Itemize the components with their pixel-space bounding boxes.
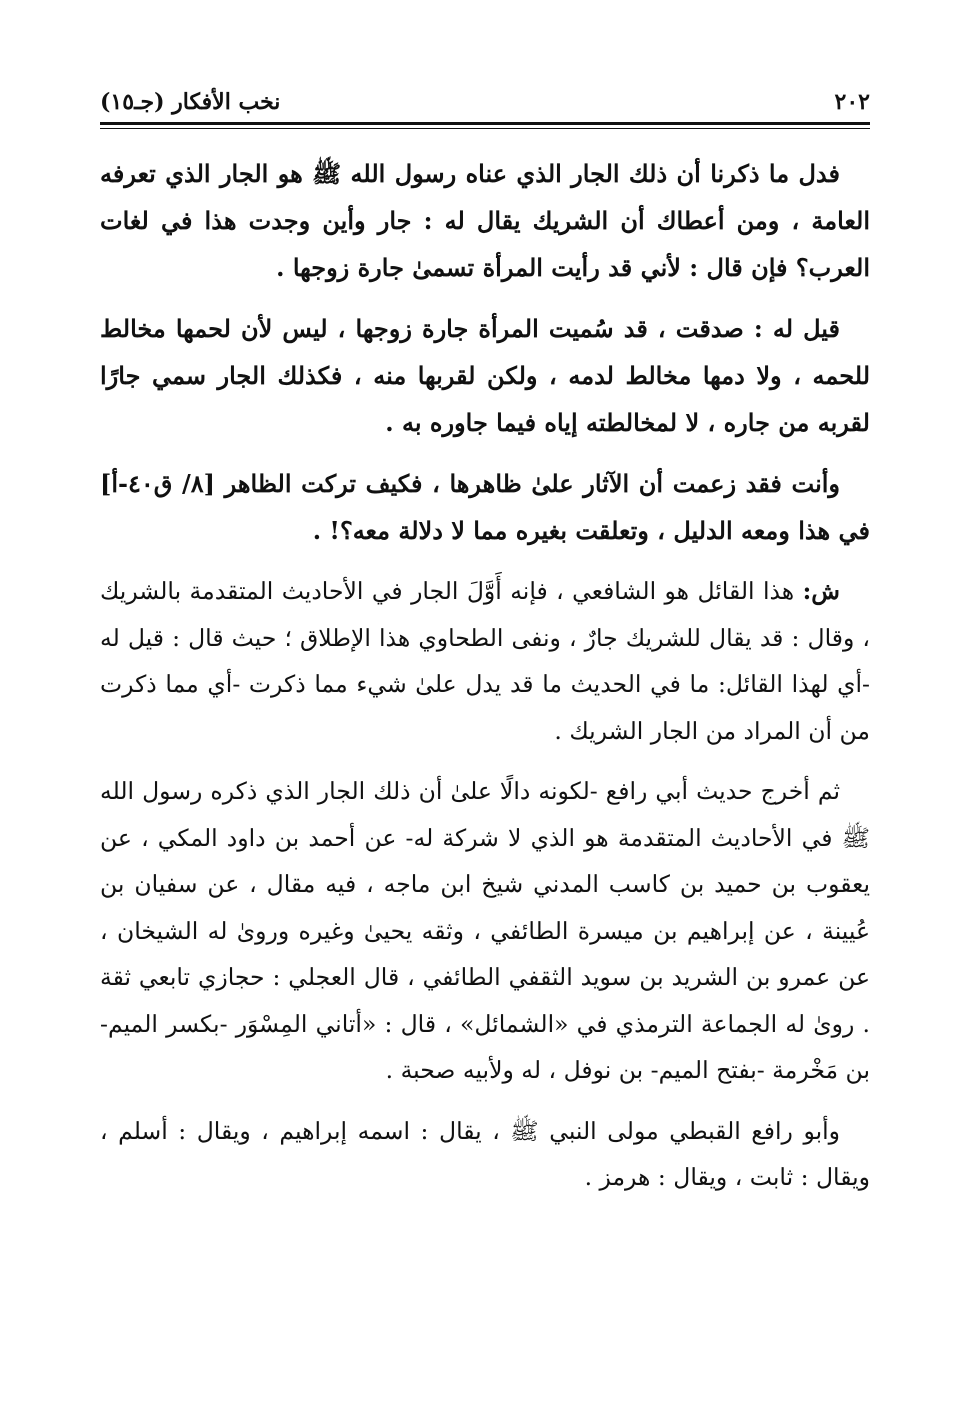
header-rule-thin <box>100 128 870 129</box>
paragraph-text: وأبو رافع القبطي مولى النبي ﷺ ، يقال : اسمه إبراهيم ، ويقال : أسلم ، ويقال : ثابت ، ويقال : هرمز . <box>100 1116 870 1191</box>
header-rule-thick <box>100 122 870 125</box>
paragraph-5 <box>100 768 870 1094</box>
paragraph-text: فدل ما ذكرنا أن ذلك الجار الذي عناه رسول الله ﷺ هو الجار الذي تعرفه العامة ، ومن أعطاك أن الشريك يقال له : جار وأين وجدت هذا في لغات العرب؟ فإن قال : لأني قد رأيت المرأة تسمىٰ جارة زوجها . <box>100 159 870 282</box>
commentary-marker: ش: <box>802 577 840 605</box>
book-title: نخب الأفكار (جـ١٥) <box>100 89 281 115</box>
running-header <box>100 84 870 120</box>
paragraph-text: قيل له : صدقت ، قد سُميت المرأة جارة زوجها ، ليس لأن لحمها مخالط للحمه ، ولا دمها مخالط لدمه ، ولكن لقربها منه ، فكذلك الجار سمي جارًا لقربه من جاره ، لا لمخالطته إياه فيما جاوره به . <box>100 314 871 437</box>
body-text <box>100 150 870 1215</box>
paragraph-1 <box>100 150 870 291</box>
paragraph-4 <box>100 568 870 754</box>
page-number: ٢٠٢ <box>834 89 870 115</box>
paragraph-text: وأنت فقد زعمت أن الآثار علىٰ ظاهرها ، فكيف تركت الظاهر [٨/ ق٤٠-أ] في هذا ومعه الدليل ، وتعلقت بغيره مما لا دلالة معه؟! . <box>100 469 870 545</box>
paragraph-3 <box>100 460 870 554</box>
paragraph-text: ثم أخرج حديث أبي رافع -لكونه دالًا علىٰ أن ذلك الجار الذي ذكره رسول الله ﷺ في الأحاديث المتقدمة هو الذي لا شركة له- عن أحمد بن داود المكي ، عن يعقوب بن حميد بن كاسب المدني شيخ ابن ماجه ، فيه مقال ، عن سفيان بن عُيينة ، عن إبراهيم بن ميسرة الطائفي ، وثقه يحيىٰ وغيره وروىٰ له الشيخان ، عن عمرو بن الشريد بن سويد الثقفي الطائفي ، قال العجلي : حجازي تابعي ثقة . روىٰ له الجماعة الترمذي في «الشمائل» ، قال : «أتاني المِسْوَر -بكسر الميم- بن مَخْرمة -بفتح الميم- بن نوفل ، له ولأبيه صحبة . <box>100 777 870 1084</box>
paragraph-6 <box>100 1108 870 1201</box>
paragraph-2 <box>100 305 870 446</box>
paragraph-text: هذا القائل هو الشافعي ، فإنه أَوَّلَ الجار في الأحاديث المتقدمة بالشريك ، وقال : قد يقال للشريك جارٌ ، ونفى الطحاوي هذا الإطلاق ؛ حيث قال : قيل له -أي لهذا القائل: ما في الحديث ما قد يدل علىٰ شيء مما ذكرت -أي مما ذكرت من أن المراد من الجار الشريك . <box>100 577 870 745</box>
